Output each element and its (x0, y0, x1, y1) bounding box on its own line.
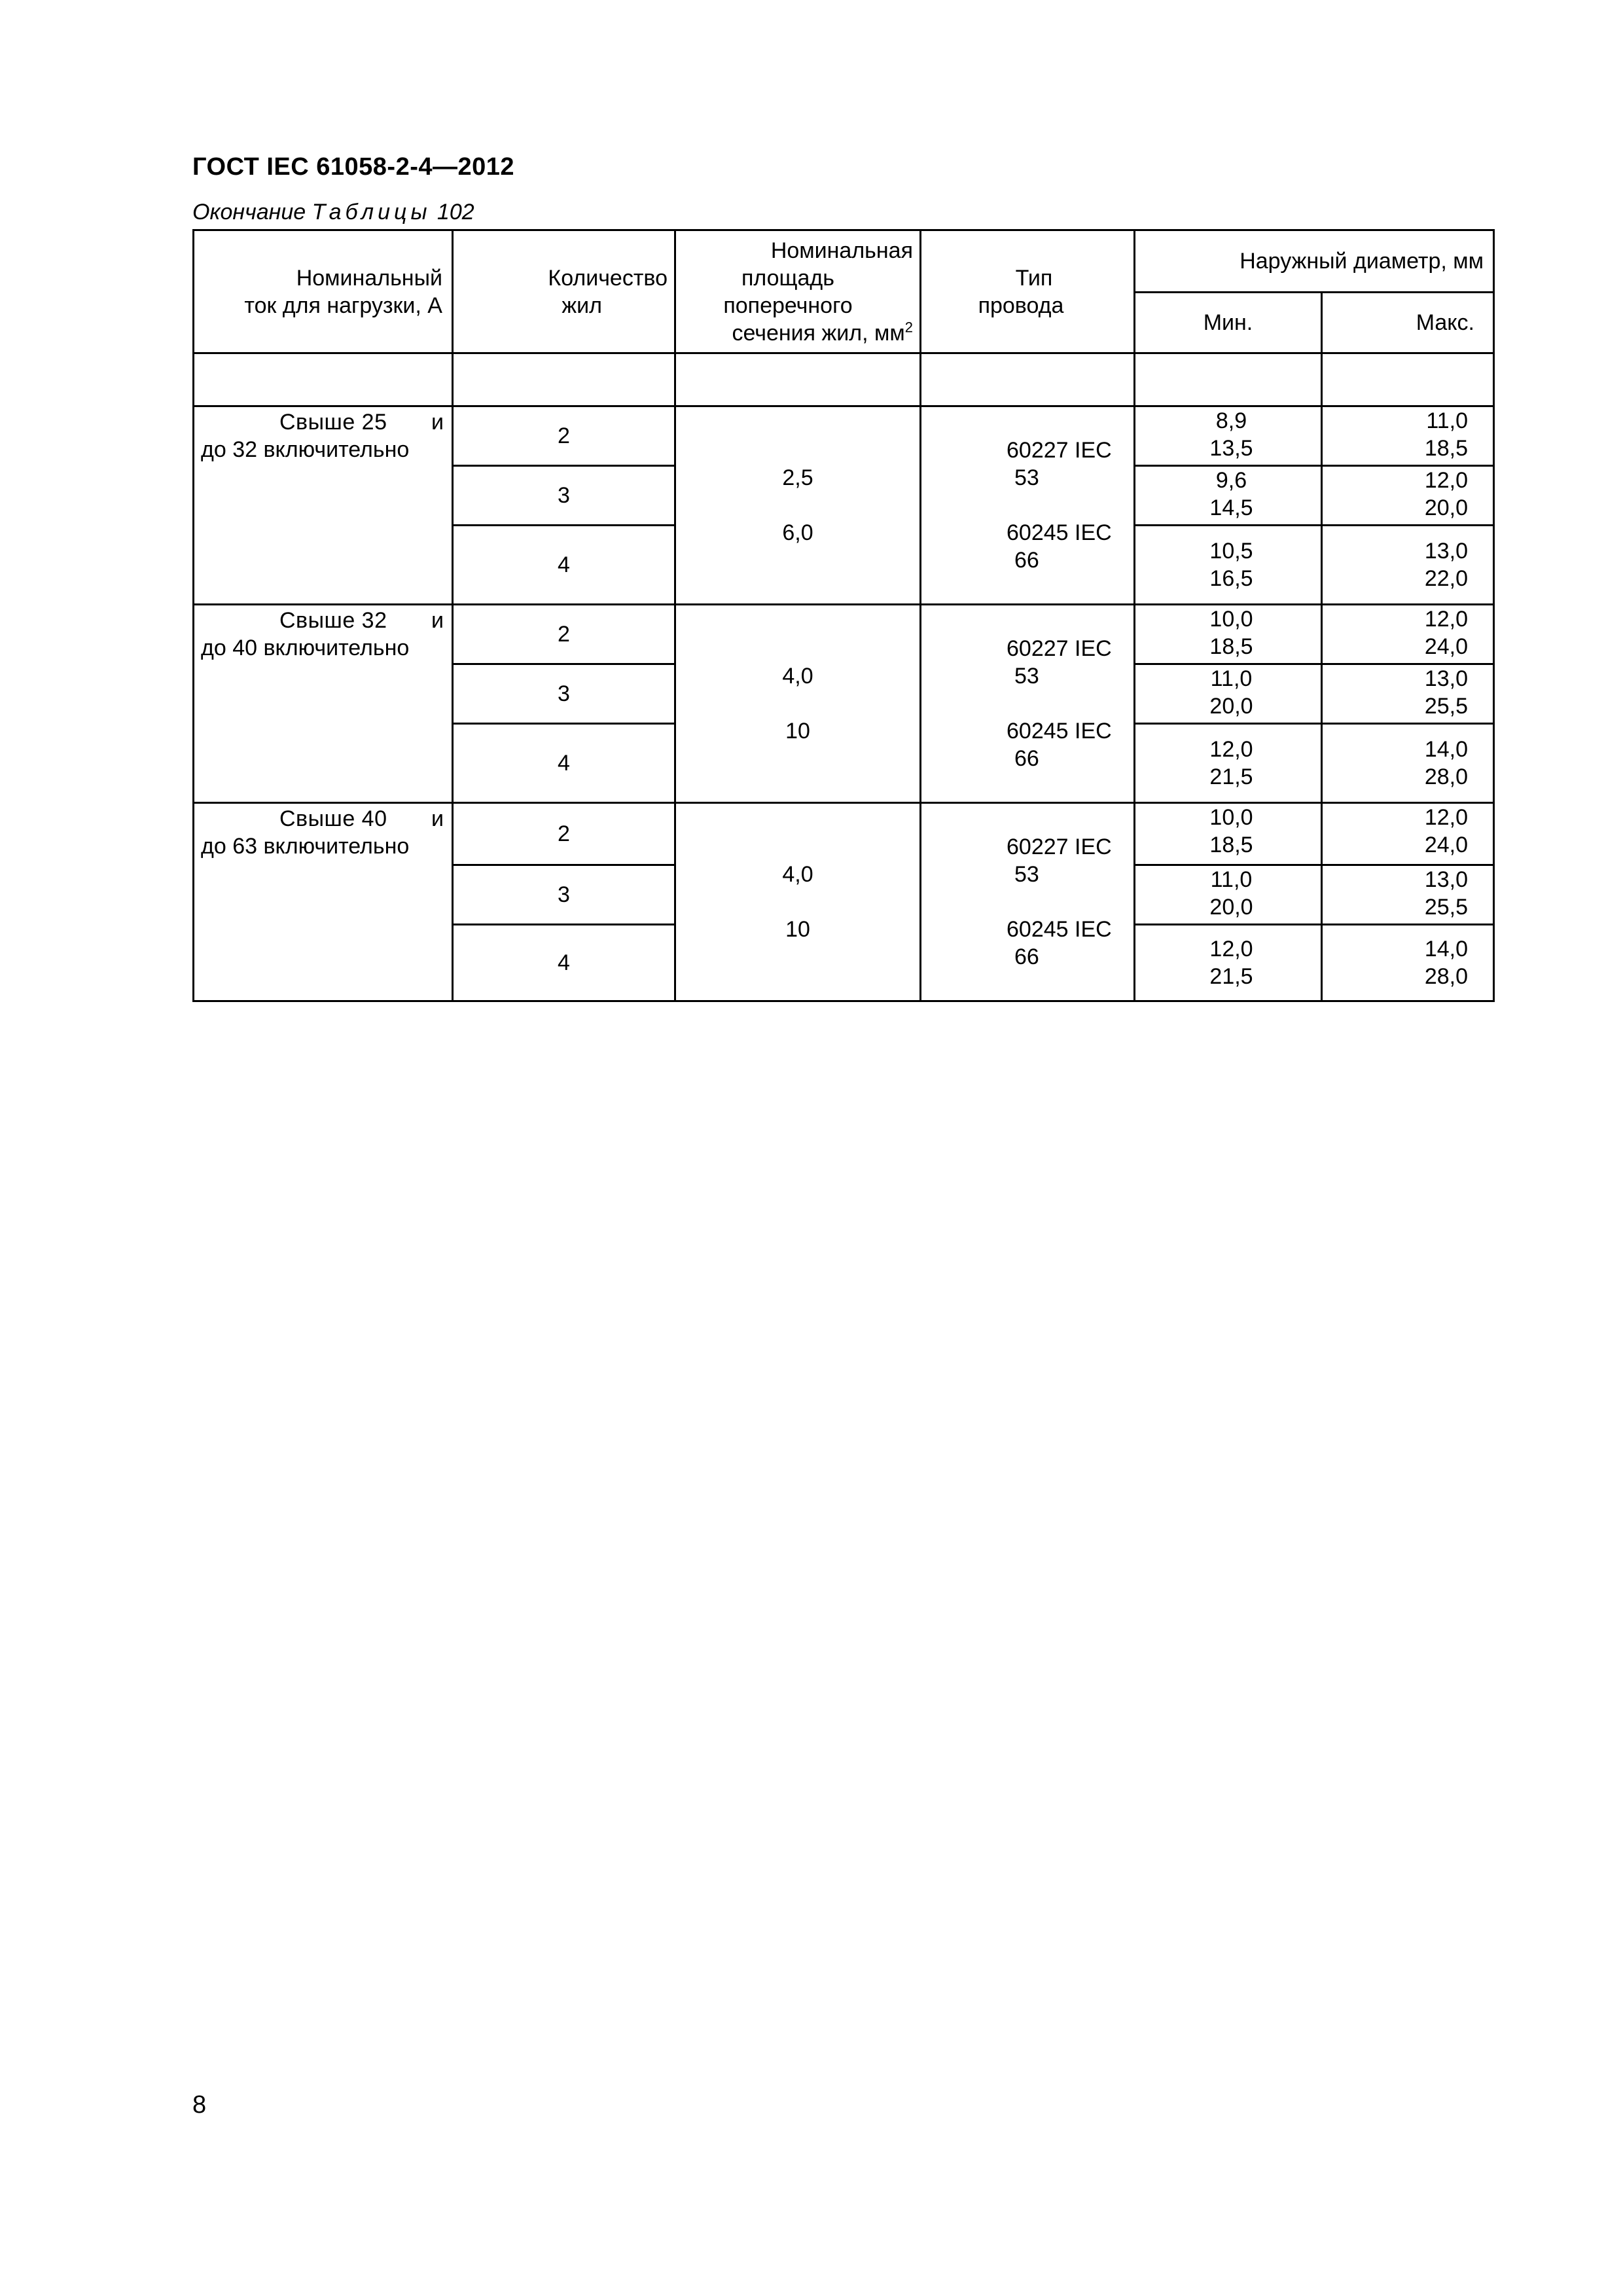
header-min: Мин. (1135, 293, 1322, 353)
diameter-max-cell: 13,0 25,5 (1322, 865, 1494, 925)
diameter-max-cell: 11,0 18,5 (1322, 406, 1494, 466)
table-caption (192, 200, 474, 225)
core-count-cell: 4 (453, 526, 675, 605)
document-header: ГОСТ IEC 61058-2-4—2012 (192, 153, 515, 181)
diameter-min-cell: 12,0 21,5 (1135, 724, 1322, 803)
header-cable-type: Тип провода (921, 230, 1135, 353)
current-range-cell: Свыше 40 и до 63 включительно (194, 803, 453, 1001)
core-count-cell: 3 (453, 466, 675, 526)
diameter-max-cell: 13,0 22,0 (1322, 526, 1494, 605)
diameter-min-cell: 11,0 20,0 (1135, 664, 1322, 724)
cross-section-cell: 4,0 10 (675, 803, 921, 1001)
current-range-cell: Свыше 32 и до 40 включительно (194, 605, 453, 803)
core-count-cell: 3 (453, 865, 675, 925)
caption-table-word: Таблицы (312, 200, 431, 224)
cross-section-cell: 2,5 6,0 (675, 406, 921, 605)
diameter-min-cell: 9,6 14,5 (1135, 466, 1322, 526)
diameter-min-cell: 12,0 21,5 (1135, 925, 1322, 1001)
diameter-max-cell: 12,0 20,0 (1322, 466, 1494, 526)
diameter-max-cell: 13,0 25,5 (1322, 664, 1494, 724)
diameter-min-cell: 8,9 13,5 (1135, 406, 1322, 466)
diameter-min-cell: 10,0 18,5 (1135, 803, 1322, 865)
core-count-cell: 3 (453, 664, 675, 724)
cable-type-cell: 60227 IEC 53 60245 IEC 66 (921, 406, 1135, 605)
diameter-min-cell: 10,5 16,5 (1135, 526, 1322, 605)
diameter-max-cell: 12,0 24,0 (1322, 803, 1494, 865)
header-cross-section: Номинальная площадь поперечного сечения жил, $мм^2$ (675, 230, 921, 353)
current-range-cell: Свыше 25 и до 32 включительно (194, 406, 453, 605)
core-count-cell: 2 (453, 406, 675, 466)
table-header (194, 230, 1494, 353)
diameter-min-cell: 11,0 20,0 (1135, 865, 1322, 925)
header-core-count: Количество жил (453, 230, 675, 353)
header-rated-current: Номинальный ток для нагрузки, А (194, 230, 453, 353)
table-row (194, 605, 1494, 664)
blank-row (194, 353, 1494, 406)
table-row (194, 803, 1494, 865)
page-number: 8 (192, 2091, 207, 2119)
diameter-max-cell: 12,0 24,0 (1322, 605, 1494, 664)
header-outer-diameter: Наружный диаметр, мм (1135, 230, 1494, 293)
diameter-min-cell: 10,0 18,5 (1135, 605, 1322, 664)
cable-type-cell: 60227 IEC 53 60245 IEC 66 (921, 803, 1135, 1001)
header-max: Макс. (1322, 293, 1494, 353)
cross-section-cell: 4,0 10 (675, 605, 921, 803)
cable-type-cell: 60227 IEC 53 60245 IEC 66 (921, 605, 1135, 803)
core-count-cell: 4 (453, 925, 675, 1001)
table-body (194, 353, 1494, 1001)
core-count-cell: 2 (453, 605, 675, 664)
diameter-max-cell: 14,0 28,0 (1322, 925, 1494, 1001)
caption-table-number: 102 (431, 200, 474, 224)
cable-spec-table (192, 229, 1495, 1002)
core-count-cell: 4 (453, 724, 675, 803)
diameter-max-cell: 14,0 28,0 (1322, 724, 1494, 803)
table-row (194, 406, 1494, 466)
caption-prefix: Окончание (192, 200, 312, 224)
core-count-cell: 2 (453, 803, 675, 865)
